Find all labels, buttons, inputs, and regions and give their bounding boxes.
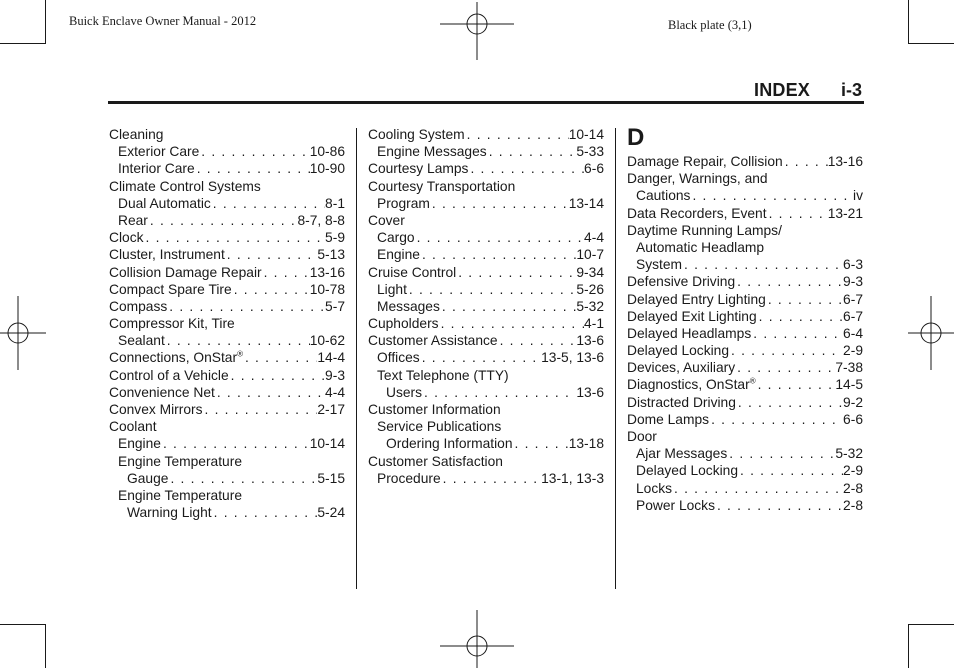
index-entry-term: Coolant <box>109 419 157 435</box>
index-entry <box>109 470 345 487</box>
index-entry <box>368 435 604 452</box>
dot-leader <box>498 332 577 349</box>
index-entry-page: 9-2 <box>843 394 863 410</box>
column-divider-1 <box>356 128 357 589</box>
index-entry-term: Dual Automatic <box>118 195 211 211</box>
index-entry <box>109 504 345 521</box>
index-entry-page: 8-7, 8-8 <box>297 212 345 228</box>
index-entry <box>627 462 863 479</box>
index-entry-term: Engine Temperature <box>118 487 242 503</box>
dot-leader <box>756 376 836 393</box>
dot-leader <box>420 349 541 366</box>
section-title: INDEX <box>754 80 811 100</box>
crop-mark <box>0 624 46 625</box>
index-entry-page: 13-16 <box>309 264 345 280</box>
index-entry <box>109 246 345 263</box>
dot-leader <box>727 445 835 462</box>
index-entry-page: 10-90 <box>309 161 345 177</box>
index-column-3 <box>627 126 863 514</box>
dot-leader <box>441 470 541 487</box>
index-entry-page: 13-6 <box>576 384 604 400</box>
index-entry-term: Automatic Headlamp <box>636 239 765 255</box>
dot-leader <box>212 504 318 521</box>
index-entry-term: Connections, OnStar® <box>109 349 243 366</box>
index-entry-term: Cupholders <box>368 316 439 332</box>
dot-leader <box>215 384 325 401</box>
index-entry <box>368 332 604 349</box>
index-entry-page: 4-1 <box>584 316 604 332</box>
index-entry-term: Ajar Messages <box>636 446 728 462</box>
index-entry-page: 10-78 <box>309 281 345 297</box>
dot-leader <box>456 264 576 281</box>
index-entry <box>109 349 345 366</box>
index-entry-term: Dome Lamps <box>627 411 710 427</box>
index-entry-page: 13-21 <box>827 205 863 221</box>
index-entry-page: 13-5, 13-6 <box>541 350 604 366</box>
index-entry <box>109 315 345 332</box>
index-entry-term: Delayed Headlamps <box>627 325 752 341</box>
index-entry-term: Customer Information <box>368 402 501 417</box>
index-entry-term: Gauge <box>127 470 169 486</box>
index-entry-term: Clock <box>109 230 144 246</box>
page-number: i-3 <box>841 80 863 100</box>
index-entry-page: 5-33 <box>576 144 604 160</box>
dot-leader <box>422 384 576 401</box>
index-entry-term: Customer Assistance <box>368 333 498 349</box>
dot-leader <box>487 143 577 160</box>
index-entry <box>109 401 345 418</box>
index-entry-term: Users <box>386 384 423 400</box>
index-entry-term: Compressor Kit, Tire <box>109 316 235 332</box>
index-entry <box>109 384 345 401</box>
index-entry-page: 13-18 <box>568 436 604 452</box>
index-entry <box>627 291 863 308</box>
dot-leader <box>415 229 584 246</box>
dot-leader <box>751 325 843 342</box>
index-entry-page: 10-86 <box>309 144 345 160</box>
index-entry <box>627 222 863 239</box>
index-entry-term: Cover <box>368 212 405 228</box>
index-entry-term: Interior Care <box>118 161 195 177</box>
index-entry-term: Warning Light <box>127 505 212 521</box>
index-entry-page: 13-16 <box>827 154 863 169</box>
crop-mark <box>45 624 46 668</box>
dot-leader <box>161 435 310 452</box>
index-entry-term: Delayed Locking <box>636 463 739 479</box>
index-entry-page: 14-4 <box>317 350 345 366</box>
index-entry-page: 6-7 <box>843 291 863 307</box>
dot-leader <box>682 256 843 273</box>
index-entry <box>627 376 863 393</box>
dot-leader <box>148 212 298 229</box>
dot-leader <box>738 462 843 479</box>
index-entry-term: Collision Damage Repair <box>109 264 262 280</box>
registration-mark-icon <box>440 608 514 668</box>
index-entry-page: 5-7 <box>325 298 345 314</box>
index-entry <box>109 418 345 435</box>
header-manual-title: Buick Enclave Owner Manual - 2012 <box>69 14 257 28</box>
index-entry-term: Procedure <box>377 470 441 486</box>
index-entry <box>627 308 863 325</box>
index-entry-page: 8-1 <box>325 195 345 211</box>
index-entry-term: Cleaning <box>109 127 164 142</box>
index-entry-page: 2-9 <box>843 463 863 479</box>
index-entry <box>368 418 604 435</box>
registration-mark-icon <box>0 296 46 370</box>
index-entry-term: Delayed Entry Lighting <box>627 291 766 307</box>
index-entry-page: 6-4 <box>843 325 863 341</box>
index-entry <box>368 298 604 315</box>
dot-leader <box>465 126 569 143</box>
index-entry-page: 5-15 <box>317 470 345 486</box>
index-entry-page: 4-4 <box>584 230 604 246</box>
dot-leader <box>439 315 584 332</box>
index-entry-term: Delayed Locking <box>627 343 730 359</box>
dot-leader <box>735 359 835 376</box>
index-entry <box>627 205 863 222</box>
dot-leader <box>211 195 325 212</box>
index-entry-term: Danger, Warnings, and <box>627 171 768 187</box>
dot-leader <box>735 273 843 290</box>
dot-leader <box>229 367 325 384</box>
dot-leader <box>243 349 317 366</box>
index-letter-heading: D <box>627 124 645 151</box>
index-entry <box>109 367 345 384</box>
index-entry <box>627 256 863 273</box>
column-divider-2 <box>615 128 616 589</box>
header-plate-label: Black plate (3,1) <box>668 18 752 32</box>
index-column-2 <box>368 126 604 487</box>
index-entry <box>627 480 863 497</box>
index-entry-term: Offices <box>377 350 420 366</box>
index-entry <box>368 264 604 281</box>
index-entry <box>109 298 345 315</box>
index-entry <box>627 411 863 428</box>
index-entry-term: Courtesy Lamps <box>368 161 469 177</box>
dot-leader <box>420 246 576 263</box>
index-entry-page: 9-34 <box>576 264 604 280</box>
index-entry <box>627 273 863 290</box>
index-entry <box>368 246 604 263</box>
index-entry-term: Cautions <box>636 188 691 204</box>
crop-mark <box>908 624 909 668</box>
dot-leader <box>709 411 843 428</box>
index-entry <box>627 153 863 170</box>
index-entry-page: 5-32 <box>576 298 604 314</box>
index-entry-term: Rear <box>118 212 148 228</box>
index-entry-term: Damage Repair, Collision <box>627 154 783 169</box>
index-entry <box>368 281 604 298</box>
index-entry <box>109 178 345 195</box>
index-entry-page: 6-7 <box>843 308 863 324</box>
index-entry <box>368 384 604 401</box>
index-entry <box>627 359 863 376</box>
index-entry-page: 2-8 <box>843 480 863 496</box>
index-entry-page: 5-13 <box>317 247 345 263</box>
index-entry <box>109 487 345 504</box>
index-entry-term: Compact Spare Tire <box>109 281 232 297</box>
index-entry-term: Door <box>627 429 657 444</box>
index-entry-term: Convex Mirrors <box>109 402 203 417</box>
dot-leader <box>232 281 310 298</box>
dot-leader <box>430 195 569 212</box>
index-entry-page: 10-7 <box>576 247 604 263</box>
dot-leader <box>144 229 326 246</box>
index-entry <box>627 497 863 514</box>
index-entry <box>368 367 604 384</box>
index-entry-page: 13-1, 13-3 <box>541 470 604 486</box>
dot-leader <box>262 264 310 281</box>
index-entry <box>627 445 863 462</box>
index-entry <box>109 281 345 298</box>
index-entry <box>368 453 604 470</box>
dot-leader <box>167 298 325 315</box>
index-entry-term: Courtesy Transportation <box>368 178 516 194</box>
index-entry <box>627 170 863 187</box>
index-entry-page: 10-14 <box>309 436 345 452</box>
index-column-1 <box>109 126 345 521</box>
index-entry-term: Ordering Information <box>386 436 513 452</box>
index-entry-page: 10-62 <box>309 333 345 349</box>
index-entry-term: Engine Temperature <box>118 453 242 469</box>
index-entry-term: Diagnostics, OnStar® <box>627 376 756 393</box>
index-entry <box>109 143 345 160</box>
index-entry-page: 2-9 <box>843 343 863 359</box>
index-entry <box>109 264 345 281</box>
index-entry-page: 2-8 <box>843 497 863 513</box>
registration-mark-icon <box>908 296 954 370</box>
crop-mark <box>908 43 954 44</box>
dot-leader <box>468 160 584 177</box>
index-entry-page: 7-38 <box>835 360 863 376</box>
index-entry <box>627 239 863 256</box>
index-entry <box>109 160 345 177</box>
index-entry <box>109 453 345 470</box>
index-entry-term: Engine <box>377 247 420 263</box>
index-entry-term: Data Recorders, Event <box>627 205 767 221</box>
dot-leader <box>225 246 318 263</box>
crop-mark <box>908 624 954 625</box>
index-entry <box>627 428 863 445</box>
index-entry-term: Customer Satisfaction <box>368 453 503 469</box>
index-entry-term: Engine <box>118 436 161 452</box>
index-entry <box>627 187 863 204</box>
index-entry-page: 6-6 <box>584 161 604 177</box>
index-entry <box>368 470 604 487</box>
index-entry-page: 5-26 <box>576 281 604 297</box>
crop-mark <box>0 43 46 44</box>
index-entry-term: Locks <box>636 480 673 496</box>
index-entry <box>368 178 604 195</box>
index-entry-term: Light <box>377 281 407 297</box>
dot-leader <box>513 435 569 452</box>
index-entry-term: Cruise Control <box>368 264 457 280</box>
crop-mark <box>45 0 46 43</box>
index-entry-term: Delayed Exit Lighting <box>627 308 757 324</box>
index-entry-term: Devices, Auxiliary <box>627 360 736 376</box>
index-entry <box>627 325 863 342</box>
index-entry <box>627 394 863 411</box>
dot-leader <box>407 281 576 298</box>
index-entry-term: Messages <box>377 298 440 314</box>
crop-mark <box>908 0 909 43</box>
index-entry-term: Cooling System <box>368 127 465 142</box>
index-entry-term: Climate Control Systems <box>109 178 261 194</box>
index-entry-page: 5-24 <box>317 505 345 521</box>
index-entry <box>109 195 345 212</box>
index-entry <box>368 315 604 332</box>
index-entry <box>368 126 604 143</box>
dot-leader <box>766 291 843 308</box>
dot-leader <box>440 298 576 315</box>
dot-leader <box>168 470 317 487</box>
index-entry <box>368 143 604 160</box>
index-entry-page: 9-3 <box>843 274 863 290</box>
dot-leader <box>195 160 310 177</box>
index-entry-page: 6-6 <box>843 411 863 427</box>
index-entry-term: Sealant <box>118 333 165 349</box>
index-entry <box>109 229 345 246</box>
index-entry-term: Daytime Running Lamps/ <box>627 222 782 238</box>
index-entry-page: 5-9 <box>325 230 345 246</box>
index-entry-term: Service Publications <box>377 419 502 435</box>
index-entry <box>368 195 604 212</box>
dot-leader <box>767 205 828 222</box>
index-entry-page: 13-6 <box>576 333 604 349</box>
index-entry-term: Program <box>377 195 430 211</box>
dot-leader <box>736 394 843 411</box>
index-entry-term: Power Locks <box>636 497 715 513</box>
index-entry <box>109 332 345 349</box>
index-entry-term: System <box>636 257 682 273</box>
index-entry-term: Exterior Care <box>118 144 200 160</box>
index-entry <box>109 126 345 143</box>
index-entry-term: Compass <box>109 298 168 314</box>
index-entry <box>627 342 863 359</box>
dot-leader <box>783 153 828 170</box>
index-entry-page: 9-3 <box>325 367 345 383</box>
registration-mark-icon <box>440 2 514 62</box>
index-entry-term: Cluster, Instrument <box>109 247 225 263</box>
index-entry-page: 5-32 <box>835 446 863 462</box>
index-entry <box>368 160 604 177</box>
index-entry-page: iv <box>853 188 863 204</box>
dot-leader <box>715 497 843 514</box>
index-entry-page: 4-4 <box>325 384 345 400</box>
index-entry <box>368 349 604 366</box>
index-entry-term: Distracted Driving <box>627 394 736 410</box>
index-entry-term: Engine Messages <box>377 144 487 160</box>
dot-leader <box>729 342 843 359</box>
index-entry <box>368 229 604 246</box>
index-entry <box>109 435 345 452</box>
index-entry-page: 14-5 <box>835 377 863 393</box>
index-entry-page: 13-14 <box>568 195 604 211</box>
index-entry-term: Defensive Driving <box>627 274 736 290</box>
index-entry-term: Cargo <box>377 230 415 246</box>
dot-leader <box>203 401 318 418</box>
index-entry-term: Text Telephone (TTY) <box>377 367 509 383</box>
index-entry-page: 6-3 <box>843 257 863 273</box>
dot-leader <box>165 332 310 349</box>
index-entry-page: 2-17 <box>317 402 345 417</box>
index-entry <box>368 212 604 229</box>
header-rule <box>108 101 864 104</box>
index-entry-term: Control of a Vehicle <box>109 367 229 383</box>
dot-leader <box>757 308 843 325</box>
dot-leader <box>199 143 309 160</box>
dot-leader <box>672 480 843 497</box>
index-entry <box>368 401 604 418</box>
index-entry <box>109 212 345 229</box>
dot-leader <box>690 187 853 204</box>
index-entry-term: Convenience Net <box>109 384 215 400</box>
index-entry-page: 10-14 <box>568 127 604 142</box>
